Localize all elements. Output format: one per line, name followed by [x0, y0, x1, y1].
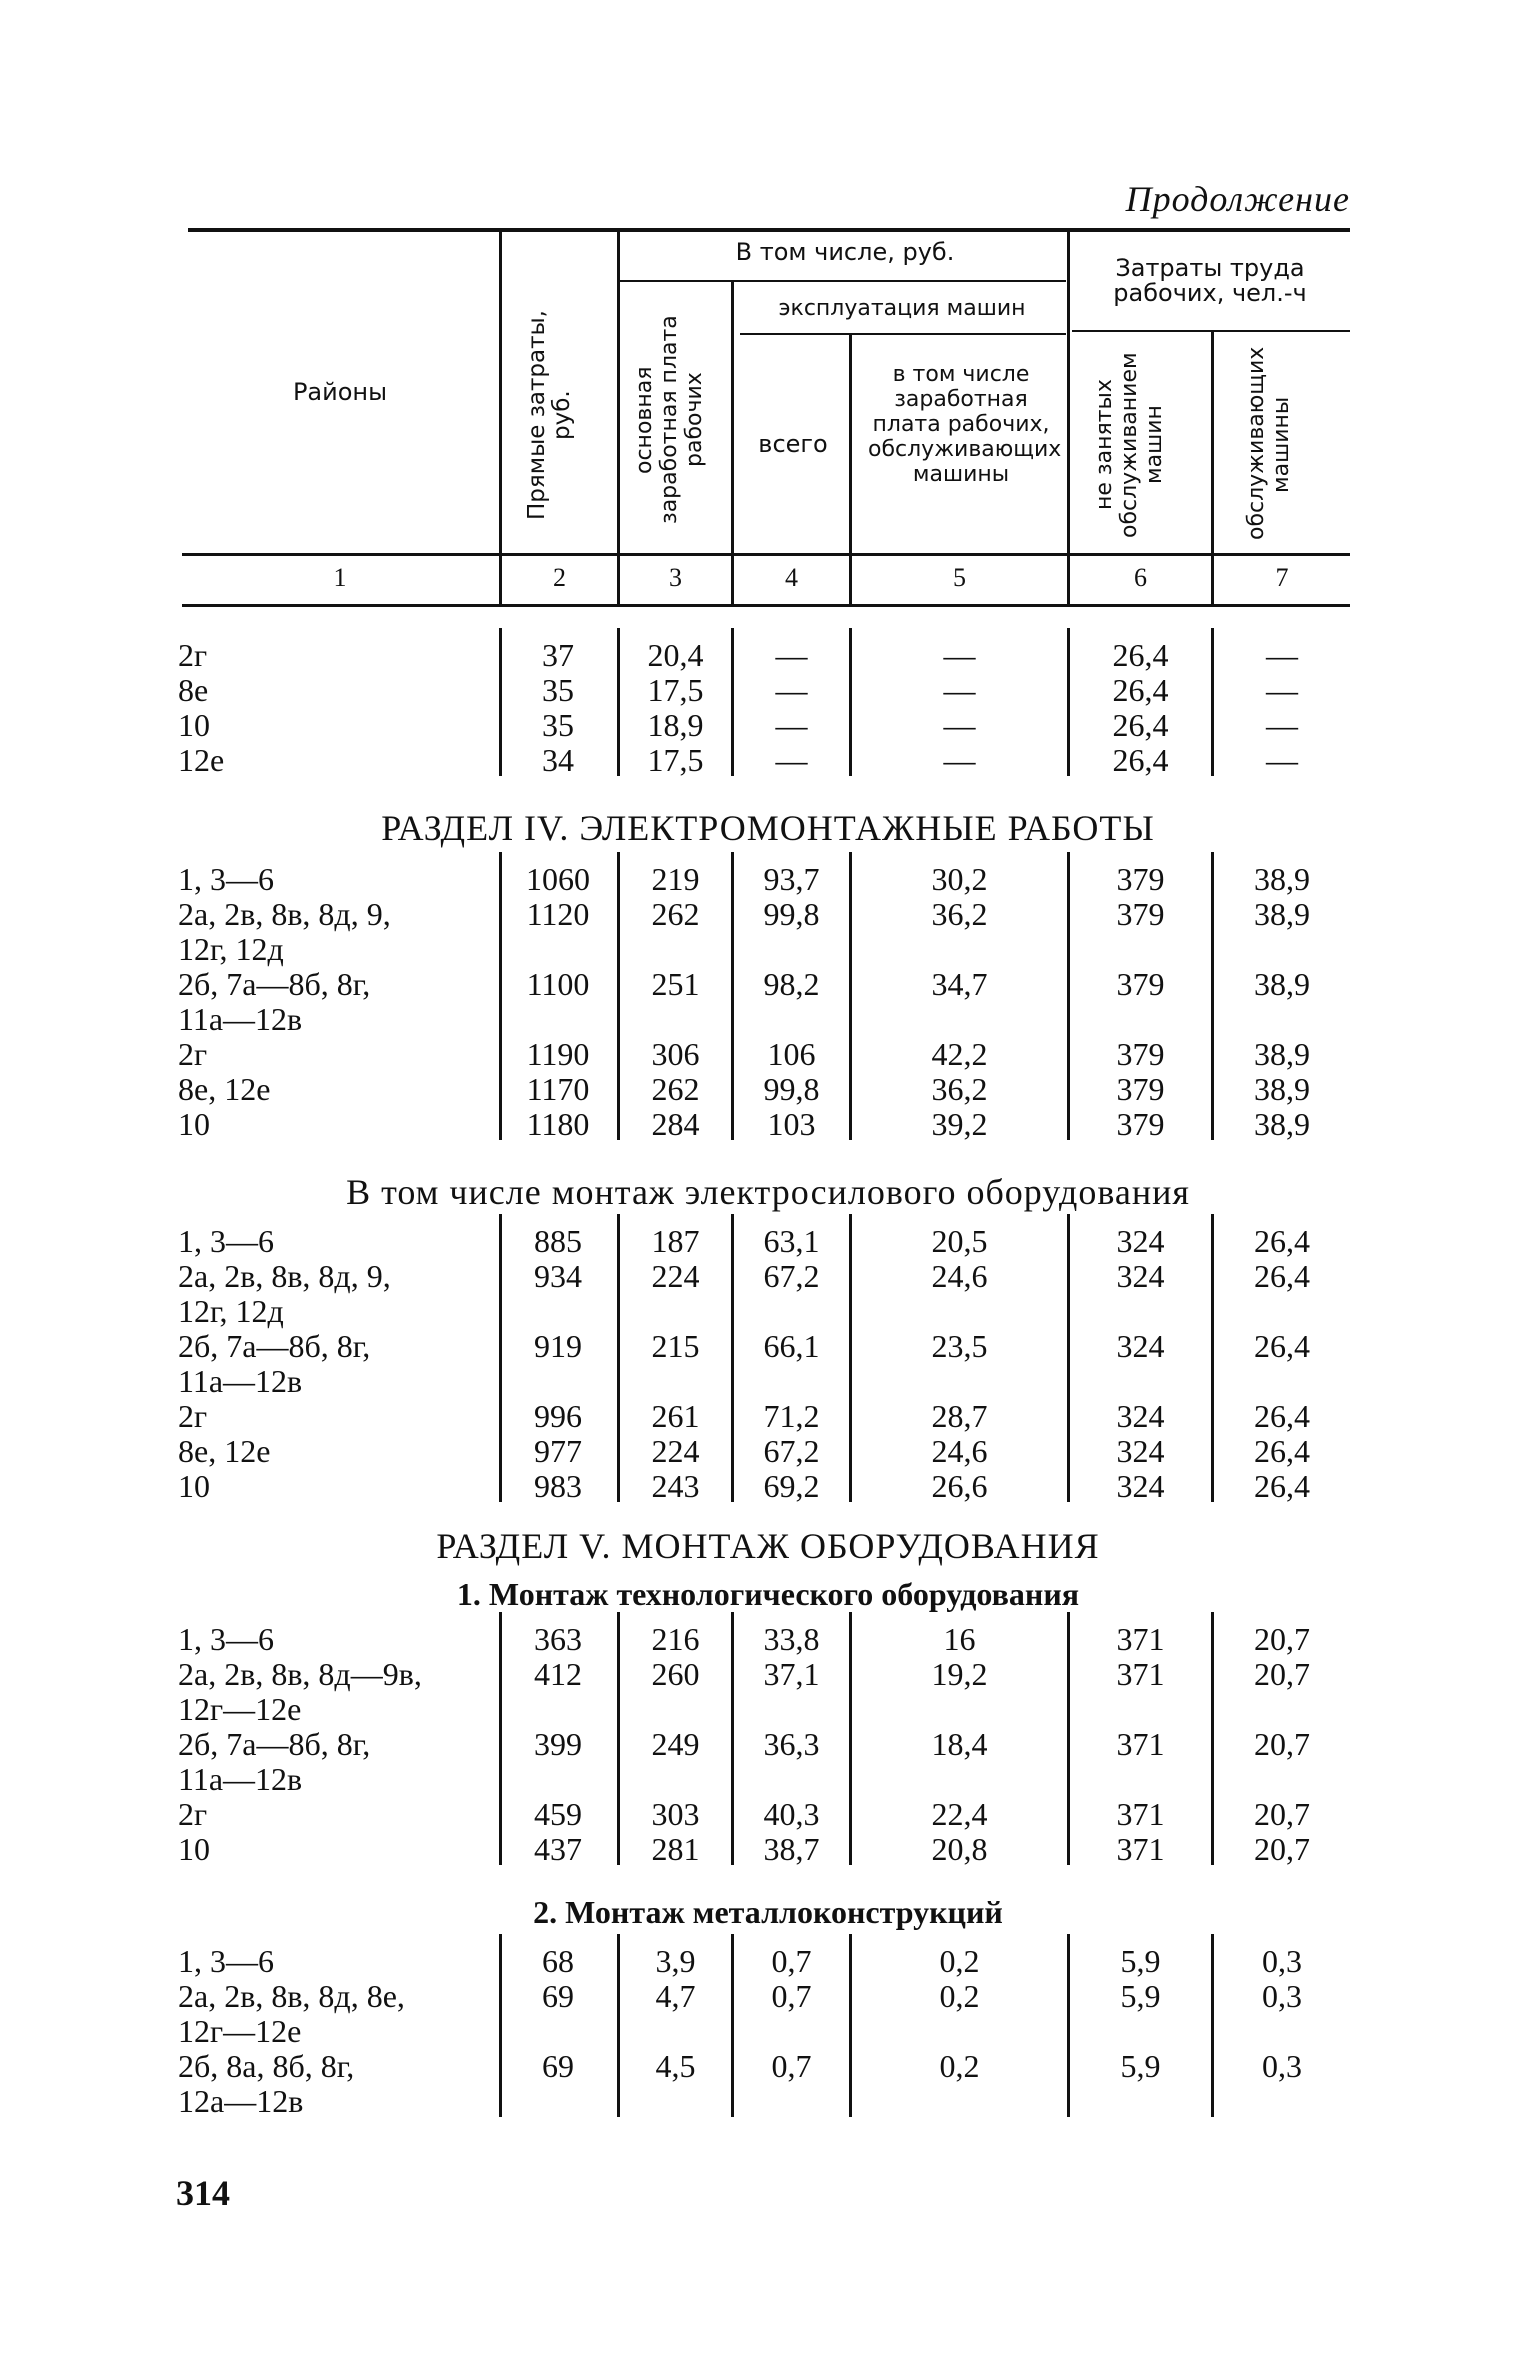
table-cell: — [1266, 742, 1298, 778]
table-cell: — [1266, 637, 1298, 673]
table-cell: 24,6 [931, 1433, 988, 1469]
table-cell: 71,2 [763, 1398, 820, 1434]
col-number-3: 3 [669, 563, 682, 592]
region-label: 10 [178, 1831, 210, 1867]
region-label: 12г—12е [178, 2013, 302, 2049]
region-label: 2г [178, 637, 208, 673]
table-cell: 0,3 [1262, 1943, 1302, 1979]
table-cell: 26,4 [1254, 1328, 1310, 1364]
column-rule [1211, 1934, 1214, 2117]
column-rule [499, 852, 502, 1140]
header-not-busy: не занятых обслуживанием машин [1092, 352, 1167, 538]
table-cell: 324 [1116, 1433, 1165, 1469]
region-label: 1, 3—6 [178, 861, 274, 897]
table-cell: — [775, 707, 808, 743]
table-cell: 26,6 [931, 1468, 988, 1504]
table-cell: 33,8 [763, 1621, 820, 1657]
table-cell: 67,2 [763, 1258, 820, 1294]
table-cell: 18,9 [647, 707, 704, 743]
table-cell: 26,4 [1254, 1223, 1310, 1259]
table-cell: 35 [542, 707, 574, 743]
table-cell: 30,2 [931, 861, 988, 897]
table-cell: 379 [1116, 896, 1165, 932]
region-label: 1, 3—6 [178, 1621, 274, 1657]
table-cell: 0,2 [939, 2048, 980, 2084]
table-cell: 1120 [526, 896, 590, 932]
column-rule [1211, 628, 1214, 776]
table-cell: 324 [1116, 1258, 1165, 1294]
column-rule [499, 1214, 502, 1502]
table-cell: — [1266, 672, 1298, 708]
table-cell: 24,6 [931, 1258, 988, 1294]
table-cell: 26,4 [1254, 1398, 1310, 1434]
col-number-5: 5 [953, 563, 966, 592]
table-cell: 371 [1116, 1726, 1165, 1762]
header-incl-rub: В том числе, руб. [735, 238, 955, 266]
table-cell: 437 [534, 1831, 582, 1867]
column-rule [1211, 852, 1214, 1140]
table-cell: 262 [651, 896, 700, 932]
table-cell: 996 [534, 1398, 582, 1434]
table-cell: — [943, 672, 976, 708]
table-cell: 93,7 [763, 861, 820, 897]
column-rule [849, 852, 852, 1140]
section-title: РАЗДЕЛ IV. ЭЛЕКТРОМОНТАЖНЫЕ РАБОТЫ [381, 808, 1155, 848]
table-cell: 38,9 [1254, 966, 1310, 1002]
region-label: 1, 3—6 [178, 1943, 274, 1979]
table-cell: 379 [1116, 1036, 1165, 1072]
table-cell: 66,1 [763, 1328, 820, 1364]
table-cell: 38,9 [1254, 1036, 1310, 1072]
table-cell: 5,9 [1120, 2048, 1161, 2084]
table-cell: 934 [534, 1258, 582, 1294]
region-label: 8е, 12е [178, 1071, 271, 1107]
table-cell: 99,8 [763, 896, 820, 932]
table-cell: 215 [651, 1328, 700, 1364]
region-label: 10 [178, 707, 210, 743]
column-rule [731, 1934, 734, 2117]
table-cell: 26,4 [1254, 1433, 1310, 1469]
region-label: 12г, 12д [178, 931, 284, 967]
table-cell: 26,4 [1112, 707, 1169, 743]
table-cell: 26,4 [1112, 637, 1169, 673]
table-cell: 38,9 [1254, 861, 1310, 897]
table-cell: 22,4 [931, 1796, 988, 1832]
table-cell: — [775, 672, 808, 708]
region-label: 11а—12в [178, 1001, 303, 1037]
column-rule [499, 628, 502, 776]
region-label: 2г [178, 1398, 208, 1434]
table-cell: 98,2 [763, 966, 820, 1002]
region-label: 12г, 12д [178, 1293, 284, 1329]
region-label: 2б, 7а—8б, 8г, [178, 1726, 371, 1762]
column-rule [1067, 1934, 1070, 2117]
page-number: 314 [176, 2173, 230, 2213]
table-cell: 67,2 [763, 1433, 820, 1469]
table-cell: 36,3 [763, 1726, 820, 1762]
table-cell: 38,7 [763, 1831, 820, 1867]
region-label: 2а, 2в, 8в, 8д, 9, [178, 1258, 391, 1294]
table-cell: 38,9 [1254, 1071, 1310, 1107]
column-rule [849, 628, 852, 776]
table-cell: 106 [767, 1036, 816, 1072]
table-cell: 20,7 [1254, 1726, 1310, 1762]
table-cell: 5,9 [1120, 1978, 1161, 2014]
column-rule [731, 628, 734, 776]
column-rule [499, 1612, 502, 1865]
col-number-7: 7 [1275, 563, 1289, 592]
column-rule [617, 1612, 620, 1865]
column-rule [499, 1934, 502, 2117]
region-label: 11а—12в [178, 1761, 303, 1797]
table-cell: 17,5 [647, 672, 704, 708]
table-cell: 324 [1116, 1398, 1165, 1434]
table-cell: 303 [651, 1796, 700, 1832]
header-regions: Районы [292, 378, 388, 406]
table-cell: 306 [651, 1036, 700, 1072]
column-rule [731, 852, 734, 1140]
region-label: 2а, 2в, 8в, 8д, 8е, [178, 1978, 405, 2014]
column-rule [849, 1934, 852, 2117]
table-cell: 69 [542, 2048, 574, 2084]
table-cell: 224 [651, 1433, 700, 1469]
table-cell: 19,2 [931, 1656, 988, 1692]
table-cell: 379 [1116, 1071, 1165, 1107]
table-cell: 20,7 [1254, 1656, 1310, 1692]
col-number-2: 2 [553, 563, 566, 592]
table-cell: 26,4 [1112, 672, 1169, 708]
table-cell: 216 [651, 1621, 700, 1657]
table-cell: 28,7 [931, 1398, 988, 1434]
header-base-wage: основная заработная плата рабочих [632, 315, 707, 525]
region-label: 2а, 2в, 8в, 8д, 9, [178, 896, 391, 932]
table-cell: 4,7 [655, 1978, 696, 2014]
table-cell: 4,5 [655, 2048, 696, 2084]
table-cell: 1170 [526, 1071, 590, 1107]
column-rule [1211, 1214, 1214, 1502]
table-cell: 977 [534, 1433, 582, 1469]
header-labor: Затраты труда рабочих, чел.-ч [1113, 254, 1307, 307]
table-cell: — [943, 707, 976, 743]
column-rule [1067, 1214, 1070, 1502]
table-cell: 262 [651, 1071, 700, 1107]
table-cell: 20,8 [931, 1831, 988, 1867]
table-cell: 26,4 [1254, 1468, 1310, 1504]
table-cell: 37,1 [763, 1656, 820, 1692]
region-label: 8е [178, 672, 209, 708]
section-title: РАЗДЕЛ V. МОНТАЖ ОБОРУДОВАНИЯ [436, 1526, 1100, 1566]
header-servicing: обслуживающих машины [1244, 346, 1294, 540]
table-cell: 1060 [526, 861, 590, 897]
table-cell: 68 [542, 1943, 574, 1979]
table-cell: 38,9 [1254, 896, 1310, 932]
column-rule [731, 1612, 734, 1865]
table-cell: 20,4 [647, 637, 704, 673]
table-cell: 42,2 [931, 1036, 988, 1072]
table-cell: 18,4 [931, 1726, 988, 1762]
table-cell: — [943, 637, 976, 673]
col-number-1: 1 [333, 563, 347, 592]
column-rule [1211, 1612, 1214, 1865]
table-cell: 20,7 [1254, 1831, 1310, 1867]
table-cell: 399 [534, 1726, 582, 1762]
table-cell: 324 [1116, 1223, 1165, 1259]
table-cell: 99,8 [763, 1071, 820, 1107]
section-title: 2. Монтаж металлоконструкций [533, 1894, 1003, 1930]
table-cell: 1190 [526, 1036, 590, 1072]
region-label: 1, 3—6 [178, 1223, 274, 1259]
column-rule [617, 1934, 620, 2117]
table-cell: — [1266, 707, 1298, 743]
table-cell: 3,9 [655, 1943, 696, 1979]
table-cell: 1180 [526, 1106, 590, 1142]
header-direct-costs: Прямые затраты, руб. [524, 310, 575, 520]
table-cell: 251 [651, 966, 700, 1002]
table-cell: 26,4 [1112, 742, 1169, 778]
column-rule [849, 1612, 852, 1865]
column-rule [1067, 628, 1070, 776]
table-cell: 1100 [526, 966, 590, 1002]
header-incl-wage: в том числе заработная плата рабочих, обслуживающих машины [868, 362, 1062, 487]
table-cell: 34,7 [931, 966, 988, 1002]
table-cell: 885 [534, 1223, 582, 1259]
header-machine-op: эксплуатация машин [778, 296, 1026, 321]
region-label: 2а, 2в, 8в, 8д—9в, [178, 1656, 422, 1692]
col-number-4: 4 [785, 563, 798, 592]
table-cell: 0,7 [771, 2048, 812, 2084]
table-cell: — [775, 742, 808, 778]
table-cell: 26,4 [1254, 1258, 1310, 1294]
table-cell: 187 [651, 1223, 700, 1259]
region-label: 11а—12в [178, 1363, 303, 1399]
column-rule [617, 852, 620, 1140]
table-cell: 69 [542, 1978, 574, 2014]
table-cell: 284 [651, 1106, 700, 1142]
region-label: 10 [178, 1468, 210, 1504]
table-cell: 63,1 [763, 1223, 820, 1259]
table-cell: 243 [651, 1468, 700, 1504]
table-cell: 103 [767, 1106, 816, 1142]
table-cell: 379 [1116, 966, 1165, 1002]
col-number-6: 6 [1134, 563, 1147, 592]
continuation-label: Продолжение [1125, 179, 1350, 219]
table-cell: 379 [1116, 1106, 1165, 1142]
table-cell: 38,9 [1254, 1106, 1310, 1142]
table-cell: 23,5 [931, 1328, 988, 1364]
table-cell: 983 [534, 1468, 582, 1504]
region-label: 8е, 12е [178, 1433, 271, 1469]
table-cell: 261 [651, 1398, 700, 1434]
table-cell: 35 [542, 672, 574, 708]
table-cell: 281 [651, 1831, 700, 1867]
table-cell: 20,5 [931, 1223, 988, 1259]
column-rule [849, 1214, 852, 1502]
table-cell: 0,3 [1262, 2048, 1302, 2084]
section-title: В том числе монтаж электросилового оборудования [346, 1172, 1190, 1212]
region-label: 2б, 7а—8б, 8г, [178, 1328, 371, 1364]
region-label: 12г—12е [178, 1691, 302, 1727]
table-cell: 459 [534, 1796, 582, 1832]
table-cell: 0,7 [771, 1943, 812, 1979]
table-cell: 371 [1116, 1796, 1165, 1832]
table-cell: 412 [534, 1656, 582, 1692]
region-label: 10 [178, 1106, 210, 1142]
region-label: 2г [178, 1796, 208, 1832]
table-cell: 0,3 [1262, 1978, 1302, 2014]
region-label: 2г [178, 1036, 208, 1072]
table-cell: 0,2 [939, 1978, 980, 2014]
table-cell: 379 [1116, 861, 1165, 897]
region-label: 12е [178, 742, 225, 778]
table-cell: 219 [651, 861, 700, 897]
table-cell: 34 [542, 742, 574, 778]
table-cell: 16 [943, 1621, 976, 1657]
table-cell: 363 [534, 1621, 582, 1657]
table-cell: 40,3 [763, 1796, 820, 1832]
table-cell: 37 [542, 637, 574, 673]
section-subtitle: 1. Монтаж технологического оборудования [456, 1576, 1080, 1612]
table-cell: 371 [1116, 1831, 1165, 1867]
table-cell: 5,9 [1120, 1943, 1161, 1979]
table-cell: — [775, 637, 808, 673]
table-cell: 36,2 [931, 896, 988, 932]
region-label: 2б, 7а—8б, 8г, [178, 966, 371, 1002]
column-rule [617, 1214, 620, 1502]
column-rule [1067, 852, 1070, 1140]
column-rule [617, 628, 620, 776]
header-total: всего [758, 430, 828, 458]
table-cell: 371 [1116, 1621, 1165, 1657]
table-cell: 371 [1116, 1656, 1165, 1692]
table-cell: 224 [651, 1258, 700, 1294]
table-cell: 249 [651, 1726, 700, 1762]
table-cell: 20,7 [1254, 1621, 1310, 1657]
table-cell: 0,2 [939, 1943, 980, 1979]
column-rule [1067, 1612, 1070, 1865]
table-cell: 0,7 [771, 1978, 812, 2014]
column-rule [731, 1214, 734, 1502]
region-label: 2б, 8а, 8б, 8г, [178, 2048, 355, 2084]
table-cell: 36,2 [931, 1071, 988, 1107]
table-cell: — [943, 742, 976, 778]
table-cell: 324 [1116, 1468, 1165, 1504]
region-label: 12а—12в [178, 2083, 304, 2119]
table-cell: 39,2 [931, 1106, 988, 1142]
table-cell: 20,7 [1254, 1796, 1310, 1832]
table-cell: 69,2 [763, 1468, 820, 1504]
table-cell: 919 [534, 1328, 582, 1364]
table-cell: 260 [651, 1656, 700, 1692]
table-cell: 324 [1116, 1328, 1165, 1364]
table-cell: 17,5 [647, 742, 704, 778]
